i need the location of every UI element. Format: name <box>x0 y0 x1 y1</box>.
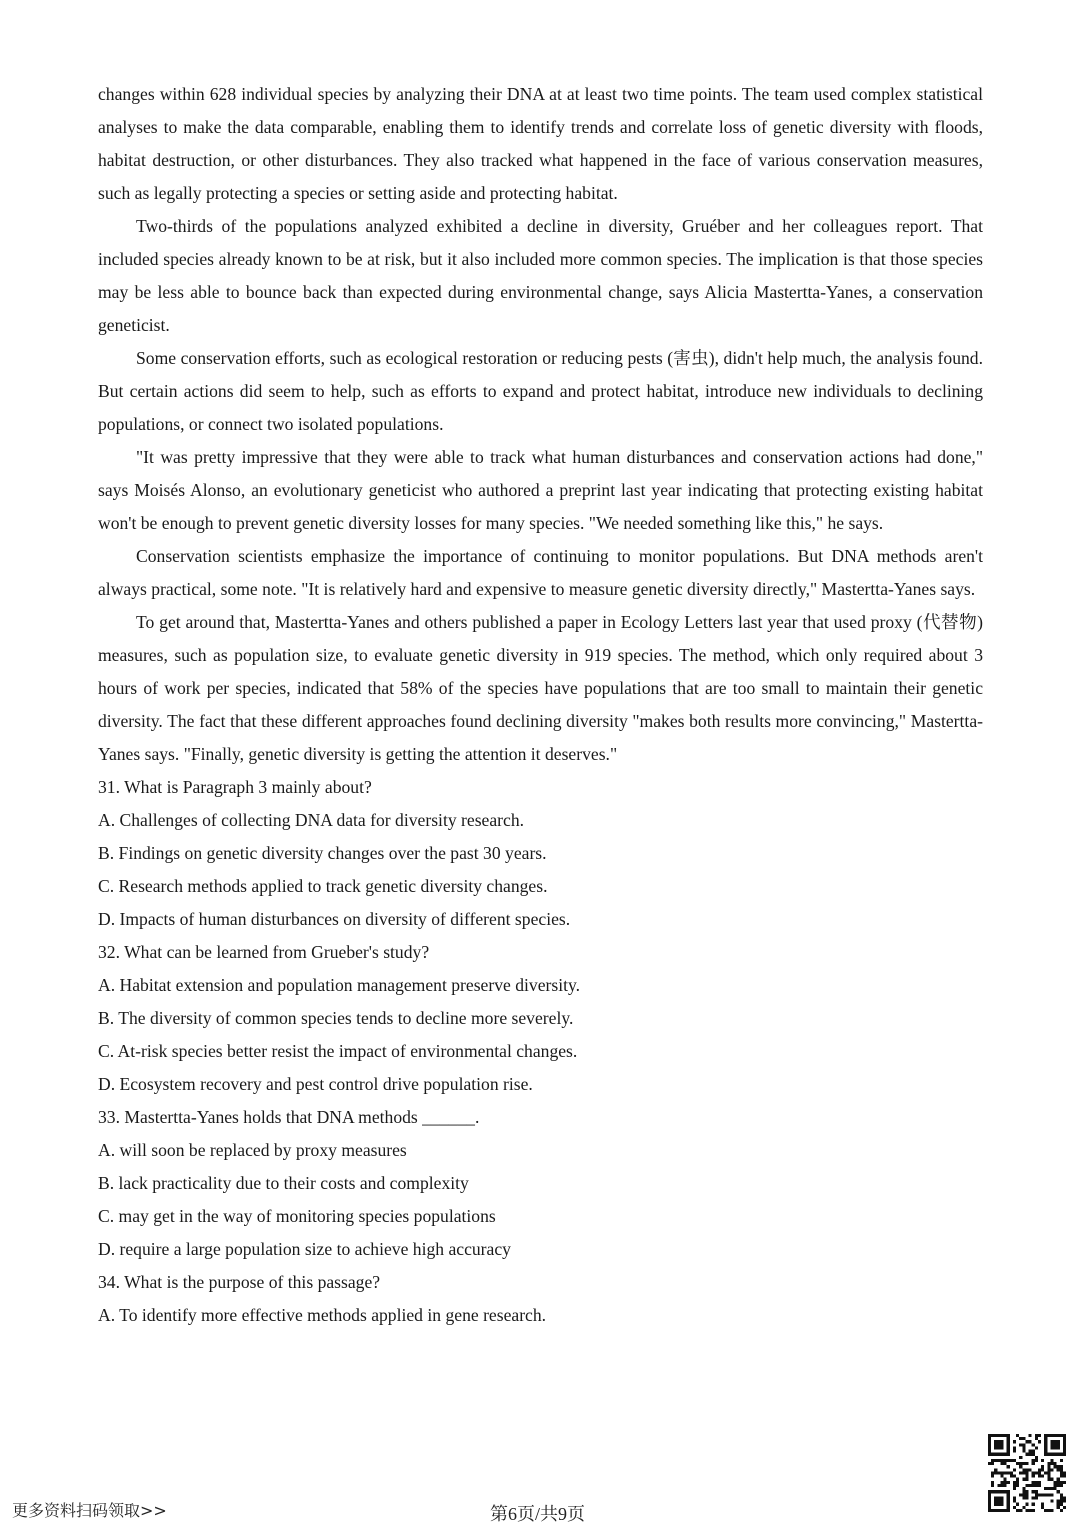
option: A. Habitat extension and population management preserve diversity. <box>98 975 581 995</box>
option: C. Research methods applied to track genetic diversity changes. <box>98 876 548 896</box>
paragraph: "It was pretty impressive that they were able to track what human disturbances and conservation actions had done," says Moisés Alonso, an evolutionary geneticist who authored a preprint last year indicating that protecting existing habitat won't be enough to prevent genetic diversity losses for many species. "We needed something like this," he says. <box>98 447 983 533</box>
option: D. Ecosystem recovery and pest control drive population rise. <box>98 1074 533 1094</box>
question-33: 33. Mastertta-Yanes holds that DNA methods ______. <box>98 1107 480 1127</box>
option: A. To identify more effective methods applied in gene research. <box>98 1305 547 1325</box>
option: D. Impacts of human disturbances on diversity of different species. <box>98 909 571 929</box>
question-32: 32. What can be learned from Grueber's study? <box>98 942 430 962</box>
paragraph: Conservation scientists emphasize the importance of continuing to monitor populations. But DNA methods aren't always practical, some note. "It is relatively hard and expensive to measure genetic diversity directly," Mastertta-Yanes says. <box>98 546 983 599</box>
option: C. may get in the way of monitoring species populations <box>98 1206 496 1226</box>
option: A. Challenges of collecting DNA data for diversity research. <box>98 810 525 830</box>
paragraph: Some conservation efforts, such as ecological restoration or reducing pests (害虫), didn't help much, the analysis found. But certain actions did seem to help, such as efforts to expand and protect habitat, introduce new individuals to declining populations, or connect two isolated populations. <box>98 348 983 434</box>
question-31: 31. What is Paragraph 3 mainly about? <box>98 777 372 797</box>
footer-promo-text: 更多资料扫码领取>> <box>12 1501 167 1520</box>
paragraph: changes within 628 individual species by analyzing their DNA at at least two time points. The team used complex statistical analyses to make the data comparable, enabling them to identify trends and correlate loss of genetic diversity with floods, habitat destruction, or other disturbances. They also tracked what happened in the face of various conservation measures, such as legally protecting a species or setting aside and protecting habitat. <box>98 84 983 203</box>
option: A. will soon be replaced by proxy measures <box>98 1140 407 1160</box>
option: B. lack practicality due to their costs and complexity <box>98 1173 469 1193</box>
page-number: 第6页/共9页 <box>490 1504 586 1524</box>
paragraph: To get around that, Mastertta-Yanes and others published a paper in Ecology Letters last year that used proxy (代替物) measures, such as population size, to evaluate genetic diversity in 919 species. The method, which only required about 3 hours of work per species, indicated that 58% of the species have populations that are too small to maintain their genetic diversity. The fact that these different approaches found declining diversity "makes both results more convincing," Mastertta-Yanes says. "Finally, genetic diversity is getting the attention it deserves." <box>98 612 983 764</box>
option: B. Findings on genetic diversity changes over the past 30 years. <box>98 843 547 863</box>
option: C. At-risk species better resist the impact of environmental changes. <box>98 1041 578 1061</box>
paragraph: Two-thirds of the populations analyzed exhibited a decline in diversity, Gruéber and her colleagues report. That included species already known to be at risk, but it also included more common species. The implication is that those species may be less able to bounce back than expected during environmental change, says Alicia Mastertta-Yanes, a conservation geneticist. <box>98 216 983 335</box>
qr-code-icon <box>988 1434 1066 1512</box>
option: B. The diversity of common species tends to decline more severely. <box>98 1008 574 1028</box>
option: D. require a large population size to achieve high accuracy <box>98 1239 511 1259</box>
question-34: 34. What is the purpose of this passage? <box>98 1272 381 1292</box>
document-body <box>98 78 983 1332</box>
